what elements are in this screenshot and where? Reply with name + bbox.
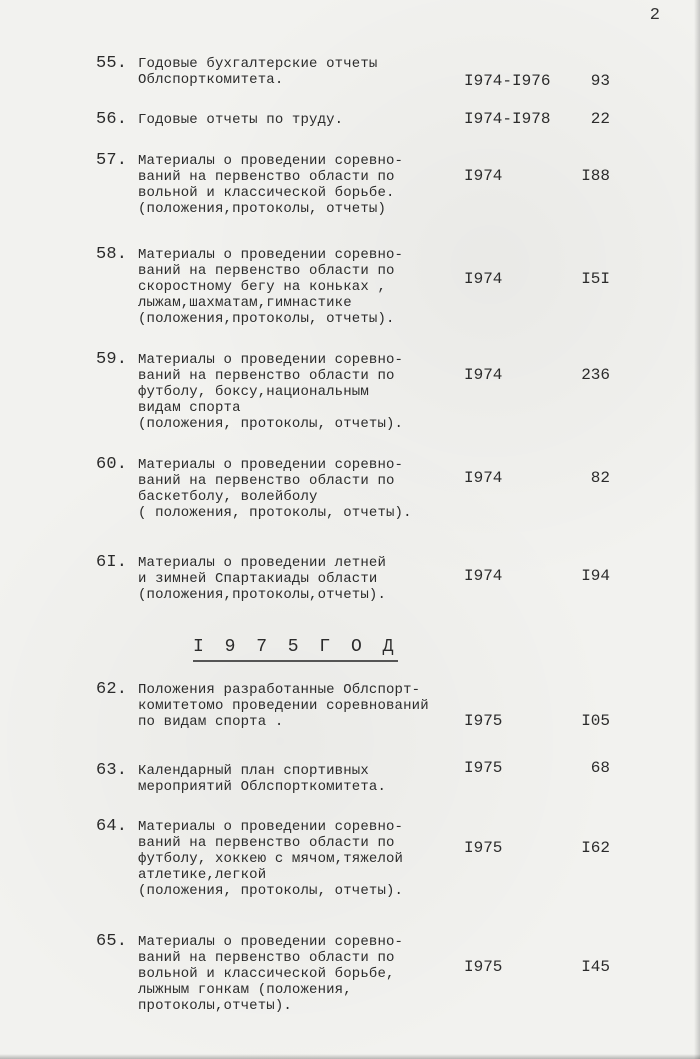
entry-sheet-count: 236 — [581, 366, 610, 384]
year-section-heading: I 9 7 5 Г О Д — [193, 637, 398, 662]
entry-sheet-count: I88 — [581, 167, 610, 185]
entry-date-range: I974 — [464, 469, 503, 487]
entry-number: 55. — [96, 54, 128, 73]
archive-entry-58 — [96, 245, 656, 335]
entry-number: 59. — [96, 350, 128, 369]
page-edge-shadow-right — [694, 0, 700, 1059]
entry-sheet-count: I45 — [581, 958, 610, 976]
entry-description: Годовые отчеты по труду. — [138, 112, 344, 128]
entry-number: 56. — [96, 110, 128, 129]
entry-date-range: I974 — [464, 270, 503, 288]
entry-sheet-count: 82 — [590, 469, 610, 487]
entry-date-range: I975 — [464, 759, 503, 777]
entry-sheet-count: I62 — [581, 839, 610, 857]
entry-description: Материалы о проведении соревно- ваний на первенство области по баскетболу, волейболу ( положения, протоколы, отчеты). — [138, 457, 412, 521]
entry-description: Материалы о проведении соревно- ваний на первенство области по футболу, боксу,национальным видам спорта (положения, протоколы, отчеты). — [138, 352, 404, 432]
archive-entry-57 — [96, 151, 656, 241]
entry-sheet-count: 68 — [590, 759, 610, 777]
entry-description: Материалы о проведении летней и зимней Спартакиады области (положения,протоколы,отчеты). — [138, 555, 386, 603]
entry-date-range: I974-I978 — [464, 110, 551, 128]
entry-date-range: I975 — [464, 839, 503, 857]
entry-date-range: I974-I976 — [464, 72, 551, 90]
entry-sheet-count: 22 — [590, 110, 610, 128]
entry-number: 65. — [96, 932, 128, 951]
entry-description: Календарный план спортивных мероприятий Облспорткомитета. — [138, 763, 386, 795]
entry-description: Годовые бухгалтерские отчеты Облспорткомитета. — [138, 56, 378, 88]
page-number: 2 — [649, 6, 660, 25]
entry-description: Материалы о проведении соревно- ваний на первенство области по скоростному бегу на коньках , лыжам,шахматам,гимнастике (положения,протоколы, отчеты). — [138, 247, 404, 327]
entry-sheet-count: 93 — [590, 72, 610, 90]
entry-number: 58. — [96, 245, 128, 264]
entry-date-range: I974 — [464, 567, 503, 585]
entry-description: Материалы о проведении соревно- ваний на первенство области по вольной и классической борьбе, лыжным гонкам (положения, протоколы,отчеты). — [138, 934, 404, 1014]
entry-description: Материалы о проведении соревно- ваний на первенство области по футболу, хоккею с мячом,тяжелой атлетике,легкой (положения, протоколы, отчеты). — [138, 819, 404, 899]
entry-number: 57. — [96, 151, 128, 170]
entry-sheet-count: I5I — [581, 270, 610, 288]
archive-entry-62 — [96, 680, 656, 770]
entry-description: Материалы о проведении соревно- ваний на первенство области по вольной и классической борьбе. (положения,протоколы, отчеты) — [138, 153, 404, 217]
entry-number: 6I. — [96, 553, 128, 572]
entry-number: 64. — [96, 817, 128, 836]
entry-date-range: I974 — [464, 167, 503, 185]
entry-sheet-count: I05 — [581, 712, 610, 730]
entry-date-range: I975 — [464, 712, 503, 730]
archive-entry-59 — [96, 350, 656, 440]
archive-entry-61 — [96, 553, 656, 643]
entry-date-range: I975 — [464, 958, 503, 976]
archive-entry-65 — [96, 932, 656, 1022]
archive-entry-64 — [96, 817, 656, 907]
archive-entry-60 — [96, 455, 656, 545]
entry-sheet-count: I94 — [581, 567, 610, 585]
entry-date-range: I974 — [464, 366, 503, 384]
page-edge-shadow-bottom — [0, 1054, 700, 1059]
entry-number: 60. — [96, 455, 128, 474]
entry-number: 63. — [96, 761, 128, 780]
entry-description: Положения разработанные Облспорт- комитетомо проведении соревнований по видам спорта . — [138, 682, 429, 730]
entry-number: 62. — [96, 680, 128, 699]
